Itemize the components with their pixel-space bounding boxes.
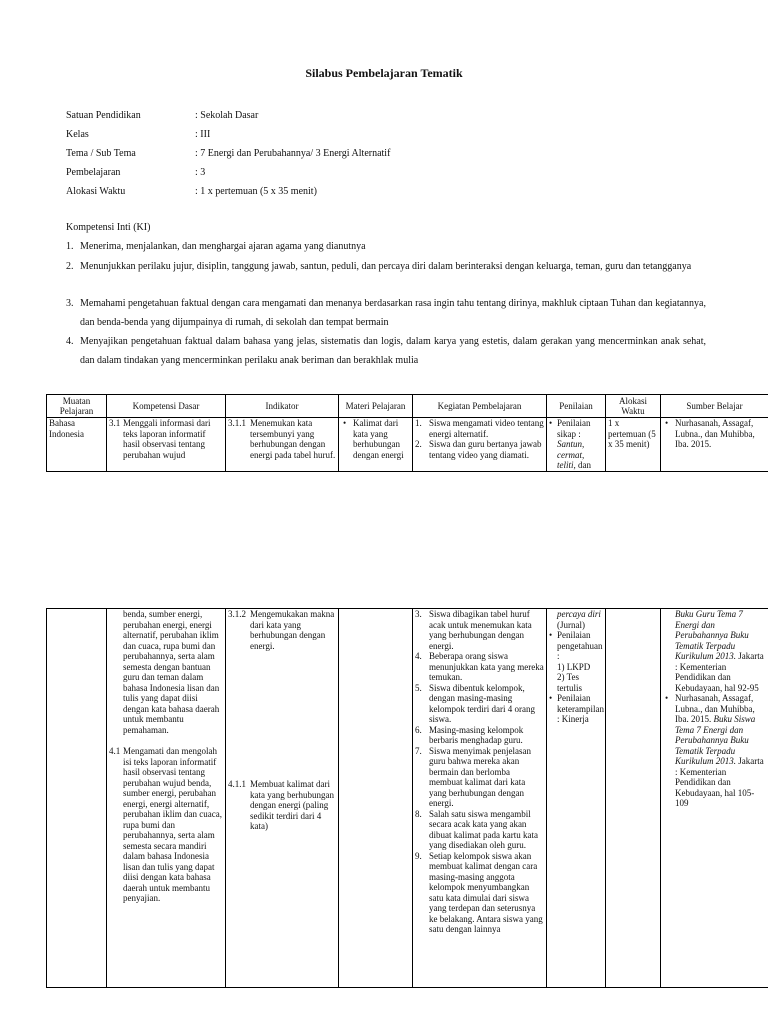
- table-row: [47, 609, 768, 988]
- cell-materi: [339, 418, 413, 472]
- indicator-text: Membuat kalimat dari kata yang berhubungan dengan energi (paling sedikit terdiri dari 4 kata): [250, 779, 334, 831]
- sumber-title: Buku Guru Tema 7 Energi dan Perubahannya Buku Tematik Terpadu Kurikulum 2013.: [675, 609, 749, 661]
- step-text: Salah satu siswa mengambil secara acak kata yang akan dibuat kalimat pada kartu kata yang disediakan oleh guru.: [429, 808, 538, 850]
- ki-number: 4.: [66, 336, 74, 347]
- table-row: [47, 418, 768, 472]
- step-text: Masing-masing kelompok berbaris menghadap guru.: [429, 724, 524, 745]
- cell-alokasi: [606, 609, 661, 988]
- syllabus-table-continued: [46, 608, 768, 988]
- penilaian-sub: 1) LKPD: [557, 661, 591, 672]
- ki-text: Menyajikan pengetahuan faktual dalam bahasa yang jelas, sistematis dan logis, dalam karya yang estetis, dalam gerakan yang mencerminkan anak sehat, dan dalam tindakan yang mencerminkan perilaku anak beriman dan berakhlak mulia: [80, 336, 706, 366]
- step-text: Siswa mengamati video tentang energi alternatif.: [429, 418, 544, 439]
- penilaian-pengetahuan: • Penilaian pengetahuan :: [549, 630, 603, 662]
- syllabus-table: [46, 394, 768, 472]
- materi-item: • Kalimat dari kata yang berhubungan dengan energi: [341, 418, 410, 460]
- kd-number: 3.1: [109, 418, 121, 428]
- ki-text: Menunjukkan perilaku jujur, disiplin, tanggung jawab, santun, peduli, dan percaya diri dalam berinteraksi dengan keluarga, teman, guru dan tetangganya: [80, 261, 692, 272]
- column-header: Kegiatan Pembelajaran: [413, 395, 547, 418]
- step-number: 4.: [415, 651, 422, 661]
- step-number: 9.: [415, 850, 422, 861]
- cell-penilaian: [547, 609, 606, 988]
- meta-value: : 7 Energi dan Perubahannya/ 3 Energi Alternatif: [195, 148, 391, 159]
- ki-heading: Kompetensi Inti (KI): [66, 222, 151, 233]
- meta-value: : 1 x pertemuan (5 x 35 menit): [195, 186, 317, 197]
- cell-muatan: [47, 609, 107, 988]
- column-header: Materi Pelajaran: [339, 395, 413, 418]
- penilaian-keterampilan: • Penilaian keterampilan : Kinerja: [549, 693, 603, 725]
- cell-kegiatan: [413, 609, 547, 988]
- sumber-item: • Nurhasanah, Assagaf, Lubna., dan Muhibba, Iba. 2015.: [663, 418, 766, 450]
- step-text: Siswa dibagikan tabel huruf acak untuk menemukan kata yang berhubungan dengan energi.: [429, 609, 532, 651]
- ki-number: 1.: [66, 241, 74, 252]
- ki-item: [66, 295, 706, 332]
- ki-item: [66, 333, 706, 370]
- kd-text: benda, sumber energi, perubahan energi, energi alternatif, perubahan iklim dan cuaca, rupa bumi dan perubahannya, serta alam semesta dengan bantuan guru dan teman dalam bahasa Indonesia lisan dan tulis yang dapat diisi dengan kata bahasa daerah untuk membantu pemahaman.: [123, 609, 220, 735]
- sumber-title: Buku Siswa Tema 7 Energi dan Perubahannya Buku Tematik Terpadu Kurikulum 2013.: [675, 714, 756, 766]
- step-text: Siswa dan guru bertanya jawab tentang video yang diamati.: [429, 439, 542, 460]
- column-header: Muatan Pelajaran: [47, 395, 107, 418]
- column-header: Sumber Belajar: [661, 395, 768, 418]
- cell-kompetensi: [107, 418, 226, 472]
- penilaian-jurnal: (Jurnal): [557, 619, 585, 630]
- meta-label: Pembelajaran: [66, 167, 121, 178]
- step-text: Beberapa orang siswa menunjukkan kata yang mereka temukan.: [429, 651, 544, 682]
- column-header: Indikator: [226, 395, 339, 418]
- kd-number: 4.1: [109, 746, 121, 756]
- cell-indikator: [226, 609, 339, 988]
- indicator-number: 3.1.2: [228, 609, 246, 619]
- table-header-row: [47, 395, 768, 418]
- kd-text: Mengamati dan mengolah isi teks laporan informatif hasil observasi tentang perubahan wujud benda, sumber energi, perubahan energi, energi alternatif, perubahan iklim dan cuaca, rupa bumi dan perubahannya, serta alam semesta secara mandiri dalam bahasa Indonesia lisan dan tulis yang dapat diisi dengan kata bahasa daerah untuk membantu penyajian.: [123, 746, 222, 903]
- step-number: 3.: [415, 609, 422, 619]
- kd-text: Menggali informasi dari teks laporan informatif hasil observasi tentang perubahan wujud: [123, 418, 211, 460]
- meta-value: : Sekolah Dasar: [195, 110, 259, 121]
- ki-number: 2.: [66, 261, 74, 272]
- indicator-number: 3.1.1: [228, 418, 246, 428]
- step-text: Siswa dibentuk kelompok, dengan masing-masing kelompok terdiri dari 4 orang siswa.: [429, 682, 535, 724]
- cell-kompetensi: [107, 609, 226, 988]
- penilaian-tail: dan: [578, 460, 591, 470]
- ki-number: 3.: [66, 298, 74, 309]
- step-number: 1.: [415, 418, 422, 428]
- cell-penilaian: [547, 418, 606, 472]
- cell-sumber: [661, 418, 768, 472]
- penilaian-sikap: percaya diri: [557, 609, 601, 619]
- column-header: Penilaian: [547, 395, 606, 418]
- meta-label: Kelas: [66, 129, 89, 140]
- column-header: Kompetensi Dasar: [107, 395, 226, 418]
- cell-indikator: [226, 418, 339, 472]
- sumber-publisher: Jakarta : Kementerian Pendidikan dan Kebudayaan, hal 105-109: [675, 756, 764, 808]
- sumber-author: Nurhasanah, Assagaf, Lubna., dan Muhibba, Iba. 2015.: [675, 693, 755, 724]
- step-number: 8.: [415, 808, 422, 819]
- meta-label: Tema / Sub Tema: [66, 148, 136, 159]
- indicator-text: Mengemukakan makna dari kata yang berhubungan dengan energi.: [250, 609, 335, 651]
- indicator-text: Menemukan kata tersembunyi yang berhubungan dengan energi pada tabel huruf.: [250, 418, 336, 460]
- step-number: 7.: [415, 745, 422, 756]
- penilaian-sub: 2) Tes tertulis: [557, 672, 582, 693]
- meta-label: Satuan Pendidikan: [66, 110, 141, 121]
- meta-label: Alokasi Waktu: [66, 186, 126, 197]
- cell-materi: [339, 609, 413, 988]
- ki-text: Menerima, menjalankan, dan menghargai ajaran agama yang dianutnya: [80, 241, 366, 252]
- cell-alokasi: 1 x pertemuan (5 x 35 menit): [606, 418, 661, 472]
- step-number: 5.: [415, 682, 422, 693]
- meta-value: : 3: [195, 167, 206, 178]
- ki-item: [66, 258, 706, 277]
- penilaian-sikap: Santun, cermat, teliti,: [557, 439, 585, 470]
- penilaian-label: Penilaian sikap :: [557, 418, 591, 439]
- document-title: Silabus Pembelajaran Tematik: [305, 66, 463, 80]
- ki-item: [66, 238, 706, 257]
- step-number: 6.: [415, 724, 422, 735]
- column-header: Alokasi Waktu: [606, 395, 661, 418]
- sumber-publisher: Jakarta : Kementerian Pendidikan dan Kebudayaan, hal 92-95: [675, 651, 764, 693]
- step-text: Siswa menyimak penjelasan guru bahwa mereka akan bermain dan berlomba membuat kalimat dari kata yang berhubungan dengan energi.: [429, 745, 531, 808]
- cell-muatan: Bahasa Indonesia: [47, 418, 107, 472]
- ki-text: Memahami pengetahuan faktual dengan cara mengamati dan menanya berdasarkan rasa ingin tahu tentang dirinya, makhluk ciptaan Tuhan dan kegiatannya, dan benda-benda yang dijumpainya di rumah, di sekolah dan tempat bermain: [80, 298, 706, 328]
- indicator-number: 4.1.1: [228, 779, 246, 789]
- meta-value: : III: [195, 129, 211, 140]
- cell-kegiatan: [413, 418, 547, 472]
- step-number: 2.: [415, 439, 422, 449]
- step-text: Setiap kelompok siswa akan membuat kalimat dengan cara masing-masing anggota kelompok menyumbangkan satu kata dimulai dari siswa yang terdepan dan seterusnya ke belakang. Antara siswa yang satu dengan lainnya: [429, 850, 543, 934]
- cell-sumber: [661, 609, 768, 988]
